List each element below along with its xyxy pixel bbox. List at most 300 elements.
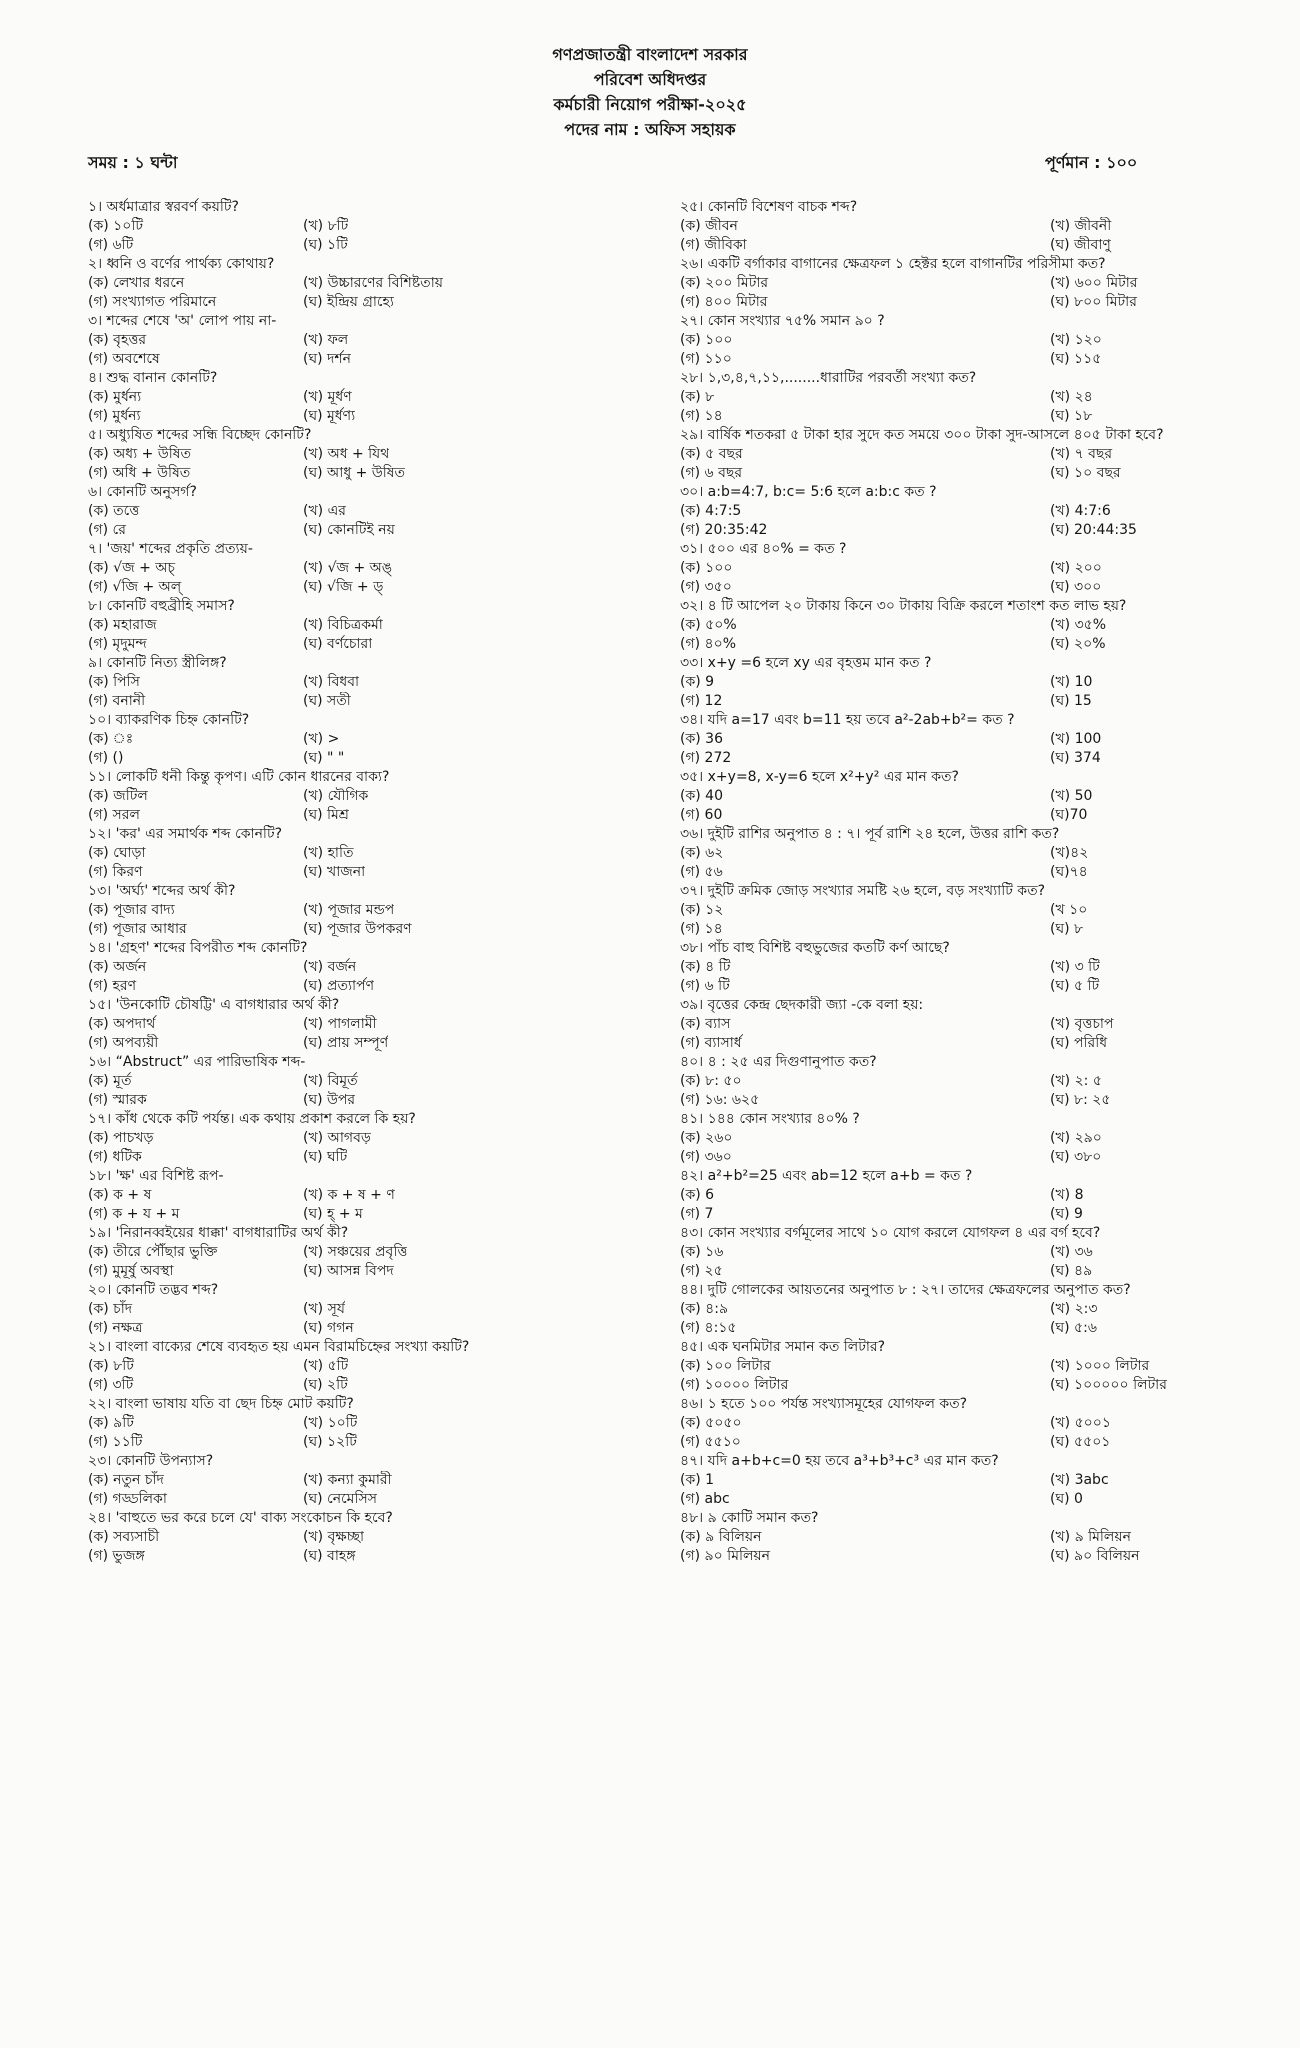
answer-option: (ক) ৮: ৫০: [680, 1073, 742, 1089]
question: [680, 426, 1240, 483]
answer-option: (গ) ৪০%: [680, 636, 737, 652]
answer-option: (ক) ঘোড়া: [88, 845, 146, 861]
answer-option: (ক) চাঁদ: [88, 1301, 133, 1317]
answer-option: (ক) পাচখড়: [88, 1130, 154, 1146]
option-row: [680, 388, 1240, 407]
answer-option: (খ) 8: [1050, 1187, 1084, 1203]
answer-option: (ক) ৫০%: [680, 617, 737, 633]
answer-option: (ক) তীরে পৌঁছার ভুক্তি: [88, 1244, 218, 1260]
answer-option: (গ) অবশেষে: [88, 351, 160, 367]
answer-option: (গ) জীবিকা: [680, 237, 747, 253]
question-text: ২৮। ১,৩,৪,৭,১১,........ধারাটির পরবর্তী সংখ্যা কত?: [680, 370, 977, 386]
answer-option: (ঘ) √জি + ড্: [303, 579, 384, 595]
question: [88, 312, 648, 369]
answer-option: (গ) 7: [680, 1206, 714, 1222]
answer-option: (ক) জটিল: [88, 788, 148, 804]
option-row: [680, 1547, 1240, 1566]
answer-option: (খ) অধ + যিথ: [303, 446, 390, 462]
answer-option: (ক) ৮টি: [88, 1358, 134, 1374]
option-row: [88, 1091, 648, 1110]
option-row: [88, 1015, 648, 1034]
answer-option: (ঘ) ৪৯: [1050, 1263, 1093, 1279]
option-row: [88, 1262, 648, 1281]
option-row: [88, 635, 648, 654]
option-row: [680, 1414, 1240, 1433]
answer-option: (গ) কিরণ: [88, 864, 143, 880]
answer-option: (খ) হাতি: [303, 845, 354, 861]
question: [88, 939, 648, 996]
option-row: [88, 1243, 648, 1262]
answer-option: (ক) ঃ: [88, 731, 134, 747]
answer-option: (ঘ) প্রায় সম্পূর্ণ: [303, 1035, 389, 1051]
answer-option: (গ) ৩টি: [88, 1377, 134, 1393]
option-row: [680, 844, 1240, 863]
exam-time: সময় : ১ ঘন্টা: [88, 153, 178, 172]
answer-option: (ঘ) মূর্ধণ্য: [303, 408, 356, 424]
answer-option: (গ) 272: [680, 750, 732, 766]
option-row: [88, 787, 648, 806]
option-row: [88, 1300, 648, 1319]
answer-option: (ক) লেখার ধরনে: [88, 275, 185, 291]
question: [88, 996, 648, 1053]
option-row: [680, 578, 1240, 597]
answer-option: (খ) ২:৩: [1050, 1301, 1098, 1317]
option-row: [680, 236, 1240, 255]
answer-option: (খ) সঞ্চয়ের প্রবৃত্তি: [303, 1244, 408, 1260]
answer-option: (খ) এর: [303, 503, 346, 519]
answer-option: (ক) ৬২: [680, 845, 724, 861]
answer-option: (ঘ) বর্ণচোরা: [303, 636, 373, 652]
option-row: [680, 1015, 1240, 1034]
answer-option: (ক) অর্জন: [88, 959, 147, 975]
option-row: [680, 901, 1240, 920]
answer-option: (খ) ৩ টি: [1050, 959, 1100, 975]
question: [88, 768, 648, 825]
answer-option: (খ) ১২০: [1050, 332, 1102, 348]
question-text: ৩৫। x+y=8, x-y=6 হলে x²+y² এর মান কত?: [680, 769, 959, 785]
question-text: ৪। শুদ্ধ বানান কোনটি?: [88, 370, 218, 386]
answer-option: (ক) ১০টি: [88, 218, 143, 234]
answer-option: (ঘ) 15: [1050, 693, 1092, 709]
answer-option: (গ) সরল: [88, 807, 140, 823]
option-row: [88, 407, 648, 426]
question-text: ১০। ব্যাকরণিক চিহ্ন কোনটি?: [88, 712, 250, 728]
answer-option: (ঘ) ৮: [1050, 921, 1084, 937]
option-row: [680, 502, 1240, 521]
question: [680, 1509, 1240, 1566]
answer-option: (খ) বৃক্ষচ্ছা: [303, 1529, 365, 1545]
answer-option: (ক) √জ + অচ্: [88, 560, 175, 576]
answer-option: (ক) ১০০: [680, 332, 733, 348]
option-row: [680, 1528, 1240, 1547]
question: [680, 369, 1240, 426]
option-row: [88, 331, 648, 350]
option-row: [680, 1433, 1240, 1452]
answer-option: (ঘ) গগন: [303, 1320, 354, 1336]
answer-option: (ঘ) ১২টি: [303, 1434, 357, 1450]
option-row: [88, 578, 648, 597]
answer-option: (খ) ৫টি: [303, 1358, 349, 1374]
answer-option: (ঘ)৭৪: [1050, 864, 1088, 880]
answer-option: (খ) ৬০০ মিটার: [1050, 275, 1138, 291]
answer-option: (ক) ৪ টি: [680, 959, 731, 975]
answer-option: (ঘ) ৩৮০: [1050, 1149, 1102, 1165]
option-row: [680, 293, 1240, 312]
answer-option: (ক) ৫ বছর: [680, 446, 743, 462]
option-row: [680, 1357, 1240, 1376]
answer-option: (গ) রে: [88, 522, 126, 538]
answer-option: (গ) ৯০ মিলিয়ন: [680, 1548, 771, 1564]
answer-option: (গ) ক + য + ম: [88, 1206, 180, 1222]
answer-option: (ক) ১০০ লিটার: [680, 1358, 771, 1374]
answer-option: (খ) ৯ মিলিয়ন: [1050, 1529, 1131, 1545]
option-row: [680, 1490, 1240, 1509]
option-row: [88, 1129, 648, 1148]
question-text: ১৭। কাঁধ থেকে কটি পর্যন্ত। এক কথায় প্রকাশ করলে কি হয়?: [88, 1111, 416, 1127]
question-text: ২। ধ্বনি ও বর্ণের পার্থক্য কোথায়?: [88, 256, 275, 272]
question-text: ১৫। 'উনকোটি চৌষট্টি' এ বাগধারার অর্থ কী?: [88, 997, 340, 1013]
question: [88, 882, 648, 939]
question: [680, 882, 1240, 939]
question: [88, 1167, 648, 1224]
answer-option: (ঘ) ৩০০: [1050, 579, 1102, 595]
answer-option: (ঘ) ৮: ২৫: [1050, 1092, 1111, 1108]
answer-option: (ক) 1: [680, 1472, 715, 1488]
question-text: ২০। কোনটি তদ্ভব শব্দ?: [88, 1282, 219, 1298]
answer-option: (ক) 6: [680, 1187, 715, 1203]
option-row: [88, 521, 648, 540]
answer-option: (খ) ১০০০ লিটার: [1050, 1358, 1150, 1374]
answer-option: (খ) 100: [1050, 731, 1102, 747]
question-text: ২৪। 'বাহুতে ভর করে চলে যে' বাক্য সংকোচন কি হবে?: [88, 1510, 393, 1526]
question: [88, 825, 648, 882]
question-text: ২৭। কোন সংখ্যার ৭৫% সমান ৯০ ?: [680, 313, 885, 329]
question: [88, 426, 648, 483]
option-row: [88, 236, 648, 255]
left-column: [88, 198, 648, 1566]
answer-option: (খ) সূর্য: [303, 1301, 345, 1317]
question-text: ৮। কোনটি বহুব্রীহি সমাস?: [88, 598, 235, 614]
option-row: [88, 1034, 648, 1053]
answer-option: (খ) ফল: [303, 332, 349, 348]
answer-option: (ঘ) আধু + উষিত: [303, 465, 405, 481]
answer-option: (গ) গড্ডলিকা: [88, 1491, 167, 1507]
question-text: ৪০। ৪ : ২৫ এর দিগুণানুপাত কত?: [680, 1054, 877, 1070]
answer-option: (গ) abc: [680, 1491, 730, 1507]
option-row: [680, 920, 1240, 939]
answer-option: (গ) ৬ টি: [680, 978, 730, 994]
answer-option: (গ) ১১টি: [88, 1434, 143, 1450]
answer-option: (খ) 50: [1050, 788, 1093, 804]
department-title: পরিবেশ অধিদপ্তর: [593, 70, 707, 89]
answer-option: (ঘ) আসন্ন বিপদ: [303, 1263, 394, 1279]
answer-option: (খ) জীবনী: [1050, 218, 1112, 234]
answer-option: (ঘ) 0: [1050, 1491, 1083, 1507]
answer-option: (ক) ১২: [680, 902, 724, 918]
option-row: [88, 1471, 648, 1490]
answer-option: (গ) বনানী: [88, 693, 146, 709]
answer-option: (ক) ১০০: [680, 560, 733, 576]
question: [680, 198, 1240, 255]
answer-option: (গ) পূজার আধার: [88, 921, 187, 937]
answer-option: (খ) 10: [1050, 674, 1093, 690]
answer-option: (খ) ২০০: [1050, 560, 1102, 576]
option-row: [680, 1471, 1240, 1490]
answer-option: (ঘ) জীবাণু: [1050, 237, 1111, 253]
option-row: [88, 559, 648, 578]
answer-option: (ঘ) দর্শন: [303, 351, 352, 367]
question-text: ৪২। a²+b²=25 এবং ab=12 হলে a+b = কত ?: [680, 1168, 973, 1184]
option-row: [680, 217, 1240, 236]
answer-option: (খ) যৌগিক: [303, 788, 369, 804]
question-text: ২৩। কোনটি উপন্যাস?: [88, 1453, 214, 1469]
option-row: [680, 1262, 1240, 1281]
answer-option: (খ) ৭ বছর: [1050, 446, 1113, 462]
answer-option: (ঘ) ১০০০০০ লিটার: [1050, 1377, 1167, 1393]
answer-option: (ঘ) সতী: [303, 693, 351, 709]
question-text: ২১। বাংলা বাক্যের শেষে ব্যবহৃত হয় এমন বিরামচিহ্নের সংখ্যা কয়টি?: [88, 1339, 470, 1355]
option-row: [680, 787, 1240, 806]
answer-option: (গ) ১০০০০ লিটার: [680, 1377, 789, 1393]
answer-option: (ঘ) ২০%: [1050, 636, 1106, 652]
answer-option: (ঘ) ৫:৬: [1050, 1320, 1097, 1336]
answer-option: (গ) ব্যাসার্ধ: [680, 1035, 742, 1051]
question-text: ৪১। ১৪৪ কোন সংখ্যার ৪০% ?: [680, 1111, 860, 1127]
answer-option: (ক) 9: [680, 674, 715, 690]
option-row: [88, 958, 648, 977]
answer-option: (ঘ) ১টি: [303, 237, 348, 253]
option-row: [88, 749, 648, 768]
question-text: ৫। অধ্যুষিত শব্দের সন্ধি বিচ্ছেদ কোনটি?: [88, 427, 312, 443]
option-row: [88, 388, 648, 407]
answer-option: (খ) বৃত্তচাপ: [1050, 1016, 1114, 1032]
answer-option: (গ) 12: [680, 693, 723, 709]
answer-option: (গ) ৬ বছর: [680, 465, 743, 481]
question-text: ৩৯। বৃত্তের কেন্দ্র ছেদকারী জ্যা -কে বলা হয়:: [680, 997, 924, 1013]
question: [88, 1053, 648, 1110]
option-row: [88, 293, 648, 312]
answer-option: (গ) মুর্ধন্য: [88, 408, 141, 424]
answer-option: (ক) নতুন চাঁদ: [88, 1472, 164, 1488]
option-row: [680, 806, 1240, 825]
answer-option: (গ) ধটিক: [88, 1149, 142, 1165]
govt-title: গণপ্রজাতন্ত্রী বাংলাদেশ সরকার: [552, 45, 748, 64]
question: [88, 483, 648, 540]
question-text: ৩৪। যদি a=17 এবং b=11 হয় তবে a²-2ab+b²= কত ?: [680, 712, 1015, 728]
answer-option: (খ) ১০টি: [303, 1415, 358, 1431]
answer-option: (খ) √জ + অঙ্: [303, 560, 393, 576]
answer-option: (গ) নক্ষত্র: [88, 1320, 143, 1336]
option-row: [88, 1376, 648, 1395]
option-row: [88, 730, 648, 749]
option-row: [680, 1300, 1240, 1319]
question: [88, 1110, 648, 1167]
answer-option: (গ) ৬টি: [88, 237, 134, 253]
question-text: ৪৮। ৯ কোটি সমান কত?: [680, 1510, 819, 1526]
question-text: ৩২। ৪ টি আপেল ২০ টাকায় কিনে ৩০ টাকায় বিক্রি করলে শতাংশ কত লাভ হয়?: [680, 598, 1127, 614]
option-row: [88, 844, 648, 863]
answer-option: (খ) ৫০০১: [1050, 1415, 1111, 1431]
question: [680, 654, 1240, 711]
answer-option: (গ) সংখ্যাগত পরিমানে: [88, 294, 217, 310]
answer-option: (গ) অপব্যয়ী: [88, 1035, 159, 1051]
answer-option: (গ) ৩৬০: [680, 1149, 732, 1165]
question: [680, 768, 1240, 825]
answer-option: (গ) মৃদুমন্দ: [88, 636, 147, 652]
question: [88, 1395, 648, 1452]
question: [680, 996, 1240, 1053]
answer-option: (গ) ৪:১৫: [680, 1320, 737, 1336]
option-row: [680, 730, 1240, 749]
answer-option: (ক) সব্যসাচী: [88, 1529, 160, 1545]
option-row: [680, 1319, 1240, 1338]
answer-option: (ক) মূর্ত: [88, 1073, 132, 1089]
option-row: [88, 1357, 648, 1376]
question: [680, 1224, 1240, 1281]
question: [680, 1110, 1240, 1167]
answer-option: (ঘ) ৯০ বিলিয়ন: [1050, 1548, 1140, 1564]
question-text: ৪৫। এক ঘনমিটার সমান কত লিটার?: [680, 1339, 886, 1355]
answer-option: (খ) ২৯০: [1050, 1130, 1102, 1146]
question-text: ৩৭। দুইটি ক্রমিক জোড় সংখ্যার সমষ্টি ২৬ হলে, বড় সংখ্যাটি কত?: [680, 883, 1046, 899]
answer-option: (খ) পূজার মন্ডপ: [303, 902, 395, 918]
answer-option: (ঘ) ১১৫: [1050, 351, 1102, 367]
answer-option: (খ) ৩৬: [1050, 1244, 1093, 1260]
option-row: [680, 331, 1240, 350]
option-row: [88, 863, 648, 882]
full-marks: পূর্ণমান : ১০০: [1045, 153, 1138, 172]
option-row: [680, 673, 1240, 692]
question: [88, 711, 648, 768]
answer-option: (ঘ) বাহঙ্গ: [303, 1548, 356, 1564]
option-row: [680, 635, 1240, 654]
question: [88, 1509, 648, 1566]
question-text: ৪৭। যদি a+b+c=0 হয় তবে a³+b³+c³ এর মান কত?: [680, 1453, 999, 1469]
answer-option: (গ) মুমূর্ষু অবস্থা: [88, 1263, 174, 1279]
answer-option: (ঘ) 20:44:35: [1050, 522, 1137, 538]
question: [88, 597, 648, 654]
answer-option: (খ) উচ্চারণের বিশিষ্টতায়: [303, 275, 443, 291]
option-row: [88, 1490, 648, 1509]
option-row: [88, 1205, 648, 1224]
question-text: ১১। লোকটি ধনী কিন্তু কৃপণ। এটি কোন ধারনের বাক্য?: [88, 769, 390, 785]
answer-option: (ক) ৪:৯: [680, 1301, 729, 1317]
answer-option: (ক) বৃহত্তর: [88, 332, 147, 348]
question-text: ৬। কোনটি অনুসর্গ?: [88, 484, 197, 500]
answer-option: (খ)৪২: [1050, 845, 1089, 861]
option-row: [88, 1547, 648, 1566]
answer-option: (গ) ৫৫১০: [680, 1434, 741, 1450]
answer-option: (ক) 4:7:5: [680, 503, 742, 519]
option-row: [680, 274, 1240, 293]
option-row: [88, 445, 648, 464]
answer-option: (ক) মহারাজ: [88, 617, 157, 633]
answer-option: (ক) ২০০ মিটার: [680, 275, 769, 291]
answer-option: (ঘ) ২টি: [303, 1377, 348, 1393]
option-row: [680, 1072, 1240, 1091]
option-row: [88, 1186, 648, 1205]
answer-option: (ঘ) প্রত্যার্পণ: [303, 978, 375, 994]
question: [680, 1281, 1240, 1338]
question-text: ২৯। বার্ষিক শতকরা ৫ টাকা হার সুদে কত সময়ে ৩০০ টাকা সুদ-আসলে ৪০৫ টাকা হবে?: [680, 427, 1164, 443]
option-row: [680, 1148, 1240, 1167]
answer-option: (ঘ) ইন্দ্রিয় গ্রাহ্যে: [303, 294, 394, 310]
answer-option: (ঘ) হ্ + ম: [303, 1206, 363, 1222]
question: [88, 1224, 648, 1281]
question-text: ১৪। 'গ্রহণ' শব্দের বিপরীত শব্দ কোনটি?: [88, 940, 308, 956]
answer-option: (ক) মুর্ধন্য: [88, 389, 142, 405]
option-row: [680, 692, 1240, 711]
answer-option: (ক) ৫০৫০: [680, 1415, 742, 1431]
question-text: ২৫। কোনটি বিশেষণ বাচক শব্দ?: [680, 199, 858, 215]
question-text: ২৬। একটি বর্গাকার বাগানের ক্ষেত্রফল ১ হেক্টর হলে বাগানটির পরিসীমা কত?: [680, 256, 1106, 272]
option-row: [88, 217, 648, 236]
option-row: [680, 616, 1240, 635]
answer-option: (ঘ) খাজনা: [303, 864, 366, 880]
answer-option: (গ) ১৪: [680, 408, 723, 424]
answer-option: (গ) ১৬: ৬২৫: [680, 1092, 760, 1108]
question: [680, 255, 1240, 312]
option-row: [88, 616, 648, 635]
option-row: [680, 559, 1240, 578]
answer-option: (গ) ভুজঙ্গ: [88, 1548, 145, 1564]
option-row: [88, 1148, 648, 1167]
option-row: [680, 1205, 1240, 1224]
answer-option: (ঘ) ৫ টি: [1050, 978, 1100, 994]
answer-option: (গ) 60: [680, 807, 723, 823]
answer-option: (খ) কন্যা কুমারী: [303, 1472, 392, 1488]
answer-option: (ঘ) ১০ বছর: [1050, 465, 1121, 481]
question: [680, 483, 1240, 540]
answer-option: (খ) বিমূর্ত: [303, 1073, 358, 1089]
option-row: [680, 464, 1240, 483]
question-text: ৯। কোনটি নিত্য স্ত্রীলিঙ্গ?: [88, 655, 227, 671]
question: [680, 1395, 1240, 1452]
option-row: [88, 1528, 648, 1547]
question-text: ১। অর্ধমাত্রার স্বরবর্ণ কয়টি?: [88, 199, 239, 215]
answer-option: (ক) অপদার্থ: [88, 1016, 156, 1032]
answer-option: (ঘ) " ": [303, 750, 345, 766]
answer-option: (খ) ক + ষ + ণ: [303, 1187, 395, 1203]
question: [88, 654, 648, 711]
answer-option: (গ) 20:35:42: [680, 522, 768, 538]
question: [680, 1338, 1240, 1395]
answer-option: (খ) পাগলামী: [303, 1016, 377, 1032]
answer-option: (খ) ৮টি: [303, 218, 349, 234]
question: [680, 597, 1240, 654]
answer-option: (ঘ) কোনটিই নয়: [303, 522, 395, 538]
question-text: ৪৩। কোন সংখ্যার বর্গমূলের সাথে ১০ যোগ করলে যোগফল ৪ এর বর্গ হবে?: [680, 1225, 1101, 1241]
option-row: [88, 920, 648, 939]
answer-option: (খ) >: [303, 731, 340, 747]
answer-option: (খ) ২৪: [1050, 389, 1093, 405]
answer-option: (খ) 3abc: [1050, 1472, 1109, 1488]
question-text: ৪৬। ১ হতে ১০০ পর্যন্ত সংখ্যাসমূহের যোগফল কত?: [680, 1396, 968, 1412]
answer-option: (খ) বিধবা: [303, 674, 360, 690]
question-text: ১৬। “Abstruct” এর পারিভাষিক শব্দ-: [88, 1054, 306, 1070]
answer-option: (গ) ২৫: [680, 1263, 723, 1279]
option-row: [88, 464, 648, 483]
option-row: [680, 958, 1240, 977]
answer-option: (ঘ) পূজার উপকরণ: [303, 921, 412, 937]
question-text: ৩। শব্দের শেষে 'অ' লোপ পায় না-: [88, 313, 277, 329]
answer-option: (ক) ক + ষ: [88, 1187, 152, 1203]
option-row: [88, 692, 648, 711]
question: [88, 255, 648, 312]
answer-option: (গ) √জি + অল্: [88, 579, 182, 595]
answer-option: (ঘ)70: [1050, 807, 1088, 823]
option-row: [680, 977, 1240, 996]
